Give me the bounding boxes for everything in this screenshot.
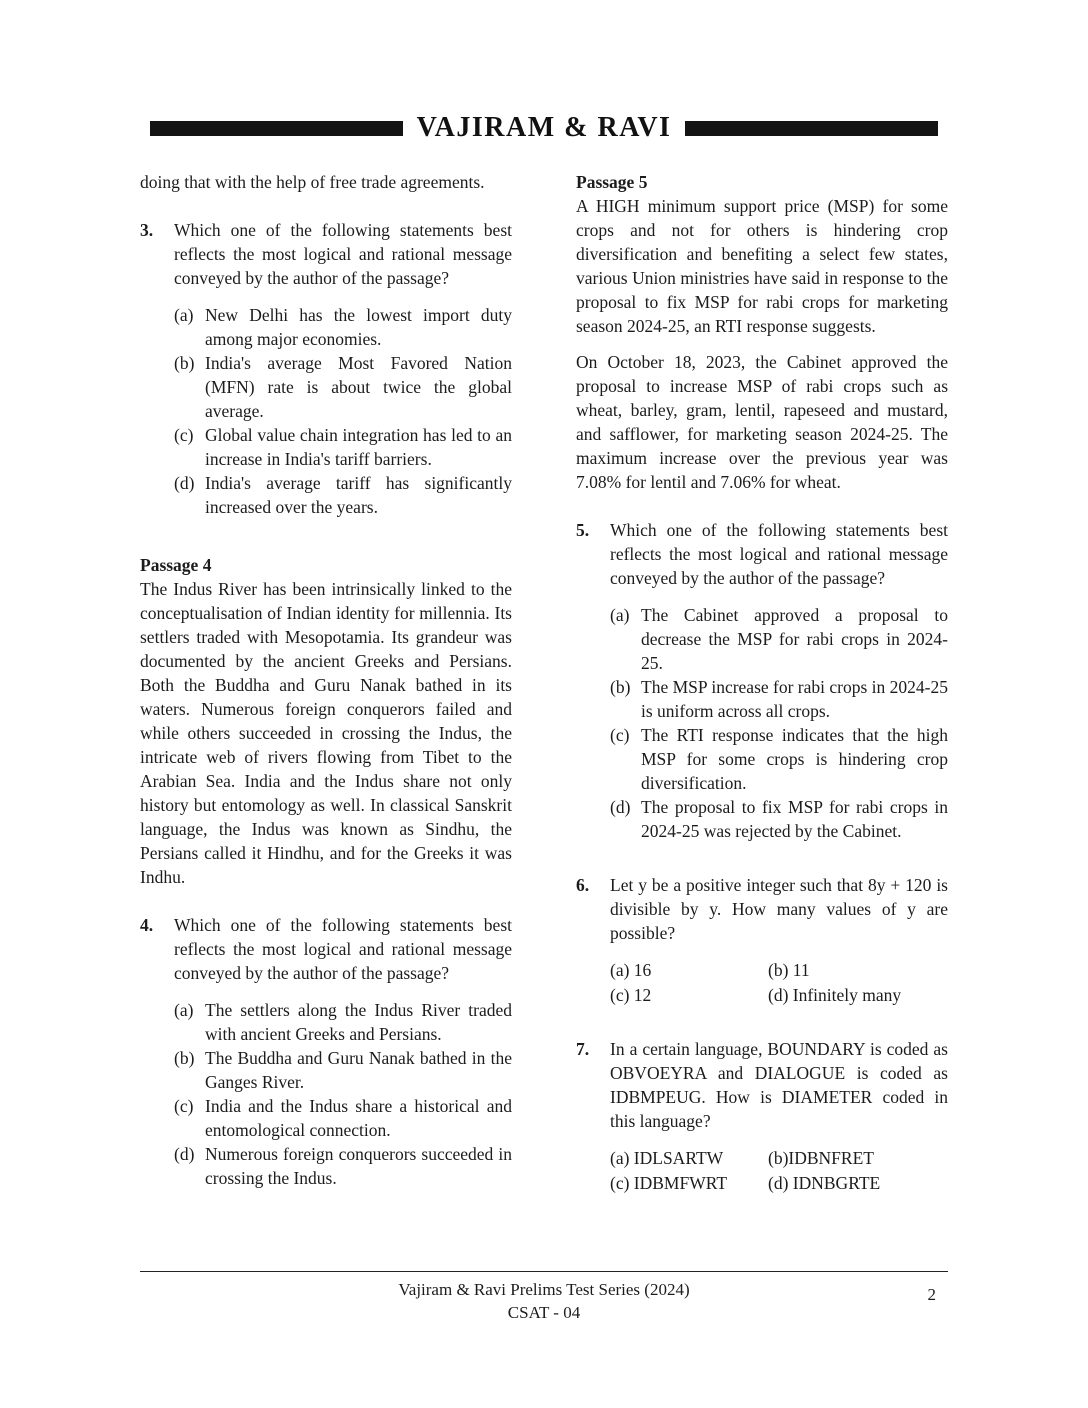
option-text: The RTI response indicates that the high MSP for some crops is hindering crop diversification. — [641, 725, 948, 793]
option-label: (b) — [610, 677, 631, 697]
footer-series-title: Vajiram & Ravi Prelims Test Series (2024) — [398, 1280, 690, 1299]
option-label: (d) — [610, 797, 631, 817]
option-label: (d) — [174, 473, 195, 493]
question-6 — [576, 873, 948, 945]
option-text: The settlers along the Indus River traded with ancient Greeks and Persians. — [205, 1000, 512, 1044]
intro-continuation-text: doing that with the help of free trade agreements. — [140, 172, 485, 192]
question-3 — [140, 218, 512, 290]
question-4-text: Which one of the following statements best reflects the most logical and rational message conveyed by the author of the passage? — [174, 915, 512, 983]
page-footer — [0, 1271, 1088, 1408]
question-7-options — [576, 1146, 948, 1195]
option-d — [174, 1142, 512, 1190]
option-b: (b) 11 — [768, 960, 810, 980]
question-3-options — [140, 303, 512, 519]
option-label: (a) — [174, 1000, 194, 1020]
right-column — [576, 170, 948, 1195]
option-text: Global value chain integration has led to an increase in India's tariff barriers. — [205, 425, 512, 469]
option-a — [174, 998, 512, 1046]
option-text: India and the Indus share a historical and entomological connection. — [205, 1096, 512, 1140]
question-6-options — [576, 958, 948, 1007]
option-a — [610, 603, 948, 675]
question-7-text: In a certain language, BOUNDARY is coded as OBVOEYRA and DIALOGUE is coded as IDBMPEUG. How is DIAMETER coded in this language? — [610, 1039, 948, 1131]
passage-4-body: The Indus River has been intrinsically linked to the conceptualisation of Indian identity for millennia. Its settlers traded with Mesopotamia. Its grandeur was documented by the ancient Greeks and Persians. Both the Buddha and Guru Nanak bathed in its waters. Numerous foreign conquerors failed and while others succeeded in crossing the Indus, the intricate web of rivers flowing from Tibet to the Arabian Sea. India and the Indus share not only history but entomology as well. In classical Sanskrit language, the Indus was known as Sindhu, the Persians called it Hindhu, and for the Greeks it was Indhu. — [140, 579, 512, 887]
page-header — [150, 112, 938, 144]
question-5-text: Which one of the following statements best reflects the most logical and rational message conveyed by the author of the passage? — [610, 520, 948, 588]
option-a: (a) IDLSARTW — [610, 1148, 724, 1168]
header-bar-right — [685, 121, 938, 136]
option-label: (c) — [174, 1096, 194, 1116]
brand-title: VAJIRAM & RAVI — [416, 112, 672, 143]
option-text: The Cabinet approved a proposal to decrease the MSP for rabi crops in 2024-25. — [641, 605, 948, 673]
question-7 — [576, 1037, 948, 1133]
question-5 — [576, 518, 948, 590]
option-b — [174, 1046, 512, 1094]
option-b: (b)IDBNFRET — [768, 1148, 874, 1168]
option-b — [174, 351, 512, 423]
left-column — [140, 170, 512, 1195]
option-c — [610, 723, 948, 795]
option-label: (c) — [610, 725, 630, 745]
option-label: (b) — [174, 353, 195, 373]
option-d: (d) Infinitely many — [768, 985, 902, 1005]
option-a — [174, 303, 512, 351]
option-text: Numerous foreign conquerors succeeded in crossing the Indus. — [205, 1144, 512, 1188]
option-label: (c) — [174, 425, 194, 445]
question-7-number: 7. — [576, 1039, 590, 1059]
passage-5-para-1: A HIGH minimum support price (MSP) for some crops and not for others is hindering crop diversification and benefiting a select few states, various Union ministries have said in response to the proposal to fix MSP for rabi crops for marketing season 2024-25, an RTI response suggests. — [576, 196, 948, 336]
option-label: (b) — [174, 1048, 195, 1068]
passage-5-title: Passage 5 — [576, 172, 648, 192]
question-5-number: 5. — [576, 520, 590, 540]
question-4 — [140, 913, 512, 985]
question-5-options — [576, 603, 948, 843]
question-6-text: Let y be a positive integer such that 8y + 120 is divisible by y. How many values of y are possible? — [610, 875, 948, 943]
option-text: The MSP increase for rabi crops in 2024-25 is uniform across all crops. — [641, 677, 948, 721]
option-c — [174, 1094, 512, 1142]
option-d: (d) IDNBGRTE — [768, 1173, 881, 1193]
page-content — [140, 170, 948, 1195]
option-c: (c) IDBMFWRT — [610, 1173, 728, 1193]
option-label: (d) — [174, 1144, 195, 1164]
question-3-number: 3. — [140, 220, 154, 240]
option-text: The Buddha and Guru Nanak bathed in the Ganges River. — [205, 1048, 512, 1092]
option-d — [174, 471, 512, 519]
option-a: (a) 16 — [610, 960, 652, 980]
option-text: New Delhi has the lowest import duty among major economies. — [205, 305, 512, 349]
option-label: (a) — [174, 305, 194, 325]
question-4-options — [140, 998, 512, 1190]
footer-test-code: CSAT - 04 — [507, 1303, 581, 1322]
question-6-number: 6. — [576, 875, 590, 895]
option-text: The proposal to fix MSP for rabi crops in 2024-25 was rejected by the Cabinet. — [641, 797, 948, 841]
footer-divider — [140, 1271, 948, 1272]
passage-5-para-2: On October 18, 2023, the Cabinet approved the proposal to increase MSP of rabi crops such as wheat, barley, gram, lentil, rapeseed and mustard, and safflower, for marketing season 2024-25. The maximum increase over the previous year was 7.08% for lentil and 7.06% for wheat. — [576, 352, 948, 492]
question-3-text: Which one of the following statements best reflects the most logical and rational message conveyed by the author of the passage? — [174, 220, 512, 288]
option-text: India's average tariff has significantly increased over the years. — [205, 473, 512, 517]
option-b — [610, 675, 948, 723]
header-bar-left — [150, 121, 403, 136]
option-c: (c) 12 — [610, 985, 652, 1005]
option-text: India's average Most Favored Nation (MFN) rate is about twice the global average. — [205, 353, 512, 421]
page-number: 2 — [927, 1285, 936, 1304]
option-label: (a) — [610, 605, 630, 625]
option-d — [610, 795, 948, 843]
question-4-number: 4. — [140, 915, 154, 935]
option-c — [174, 423, 512, 471]
passage-4-title: Passage 4 — [140, 555, 212, 575]
